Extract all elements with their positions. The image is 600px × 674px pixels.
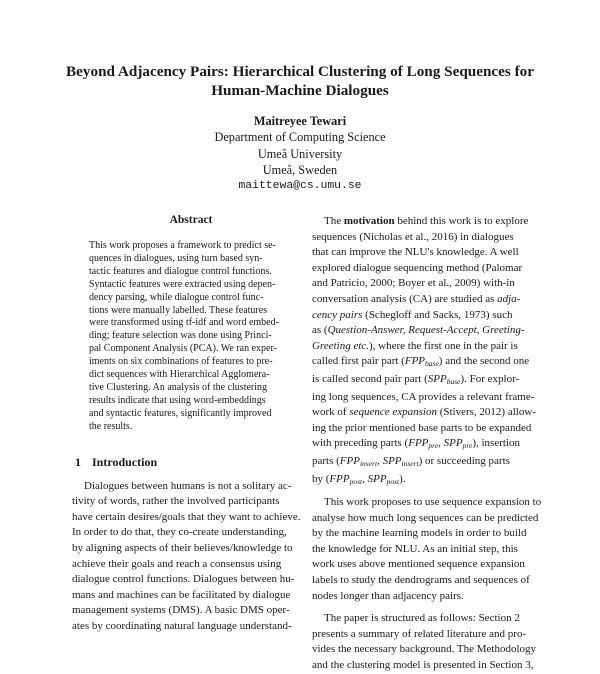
structure-line: The paper is structured as follows: Section 2: [324, 612, 520, 625]
right-column: [312, 214, 548, 674]
motivation-line: The motivation behind this work is to explore: [324, 215, 529, 227]
author-university: Umeå University: [257, 146, 343, 161]
section-title: Introduction: [92, 454, 158, 469]
motivation-line: explored dialogue sequencing method (Palomar: [312, 261, 523, 274]
abstract-line: quences in dialogues, using turn based syn-: [89, 252, 263, 264]
abstract-line: tactic features and dialogue control functions.: [89, 265, 272, 277]
motivation-line: ing the prior mentioned base parts to be expanded: [312, 421, 532, 434]
abstract-line: tive Clustering. An analysis of the clustering: [89, 381, 268, 393]
intro-line: achieve their goals and reach a consensus using: [72, 557, 282, 570]
intro-line: mans and machines can be facilitated by dialogue: [72, 588, 291, 601]
intro-line: ates by coordinating natural language understand-: [72, 619, 292, 632]
approach-line: by the machine learning models in order to build: [312, 527, 527, 540]
author-department: Department of Computing Science: [214, 130, 386, 145]
intro-line: management systems (DMS). A basic DMS oper-: [72, 604, 290, 617]
abstract-line: dency parsing, while dialogue control func-: [89, 291, 264, 303]
author-city: Umeå, Sweden: [262, 162, 338, 177]
structure-line: and the clustering model is presented in Section 3,: [312, 659, 534, 672]
approach-line: work uses above mentioned sequence expansion: [312, 558, 525, 571]
abstract-line: Syntactic features were extracted using depen-: [89, 278, 276, 290]
intro-line: In order to do that, they co-create understanding,: [72, 526, 287, 539]
motivation-line: Greeting etc.), where the first one in the pair is: [312, 339, 518, 352]
motivation-line: ing long sequences, CA provides a relevant frame-: [312, 390, 535, 403]
author-block: [100, 113, 500, 194]
approach-line: analyse how much long sequences can be predicted: [312, 511, 539, 524]
abstract-line: iments on six combinations of features to pre-: [89, 356, 273, 368]
intro-line: have certain desires/goals that they want to achieve.: [72, 510, 301, 523]
title-line-1: Beyond Adjacency Pairs: Hierarchical Clustering of Long Sequences for: [66, 63, 534, 80]
intro-line: tivity of words, rather the involved participants: [72, 495, 280, 508]
motivation-line: cency pairs (Schegloff and Sacks, 1973) such: [312, 308, 513, 321]
section-number: 1: [75, 454, 81, 469]
abstract-line: results indicate that using word-embeddings: [89, 394, 266, 406]
motivation-line: called first pair part $(FPP_{base})$ and the second one: [312, 355, 530, 369]
abstract-line: pal Component Analysis (PCA). We ran exper-: [89, 343, 277, 355]
abstract-line: ding; feature selection was done using Princi-: [89, 330, 272, 342]
abstract-line: This work proposes a framework to predict se-: [89, 240, 276, 251]
abstract-line: dict sequences with Hierarchical Agglomera-: [89, 369, 270, 381]
intro-line: by aligning aspects of their believes/knowledge to: [72, 541, 293, 554]
introduction-body: [72, 479, 310, 635]
motivation-line: by ($FPP_{post}$, $SPP_{post}$).: [312, 472, 406, 486]
motivation-keyword: motivation: [343, 215, 395, 227]
left-column: [72, 212, 310, 635]
motivation-line: as (Question-Answer, Request-Accept, Greeting-: [312, 324, 525, 337]
motivation-line: sequences (Nicholas et al., 2016) in dialogues: [312, 230, 514, 243]
motivation-line: conversation analysis (CA) are studied as adja-: [312, 292, 521, 305]
abstract-line: were transformed using tf-idf and word embed-: [89, 317, 279, 329]
author-email: maittewa@cs.umu.se: [238, 180, 362, 193]
title-line-2: Human-Machine Dialogues: [211, 82, 389, 99]
paper-title: [40, 62, 560, 100]
fpp-symbol: FPP: [404, 355, 426, 368]
motivation-line: that can improve the NLU's knowledge. A well: [312, 246, 519, 259]
approach-line: This work proposes to use sequence expansion to: [324, 496, 542, 509]
intro-line: dialogue control functions. Dialogues between hu-: [72, 573, 295, 586]
structure-line: vides the necessary background. The Methodology: [312, 643, 537, 656]
abstract-heading: Abstract: [169, 214, 213, 226]
author-name: Maitreyee Tewari: [253, 114, 347, 128]
approach-line: nodes longer than adjacency pairs.: [312, 589, 464, 602]
approach-line: the knowledge for NLU. As an initial step, this: [312, 542, 518, 555]
motivation-line: with preceding parts ($FPP_{pre}$, $SPP_{pre}$), insertion: [312, 437, 520, 451]
structure-line: presents a summary of related literature and pro-: [312, 627, 527, 640]
abstract-line: tions were manually labelled. These features: [89, 304, 268, 316]
motivation-line: parts ($FPP_{insert}$, $SPP_{insert}$) or succeeding parts: [312, 454, 510, 468]
motivation-line: work of sequence expansion (Stivers, 2012) allow-: [312, 406, 536, 419]
abstract-line: the results.: [89, 420, 133, 432]
section-heading-introduction: [75, 454, 310, 470]
intro-line: Dialogues between humans is not a solitary ac-: [84, 479, 292, 492]
motivation-line: and Patricio, 2000; Boyer et al., 2009) with-in: [312, 277, 515, 290]
abstract-line: and syntactic features, significantly improved: [89, 407, 272, 419]
motivation-line: is called second pair part $(SPP_{base})$. For explor-: [312, 372, 520, 386]
abstract-body: [89, 240, 292, 434]
spp-symbol: SPP: [427, 372, 447, 385]
approach-line: labels to study the dendrograms and sequences of: [312, 574, 530, 587]
